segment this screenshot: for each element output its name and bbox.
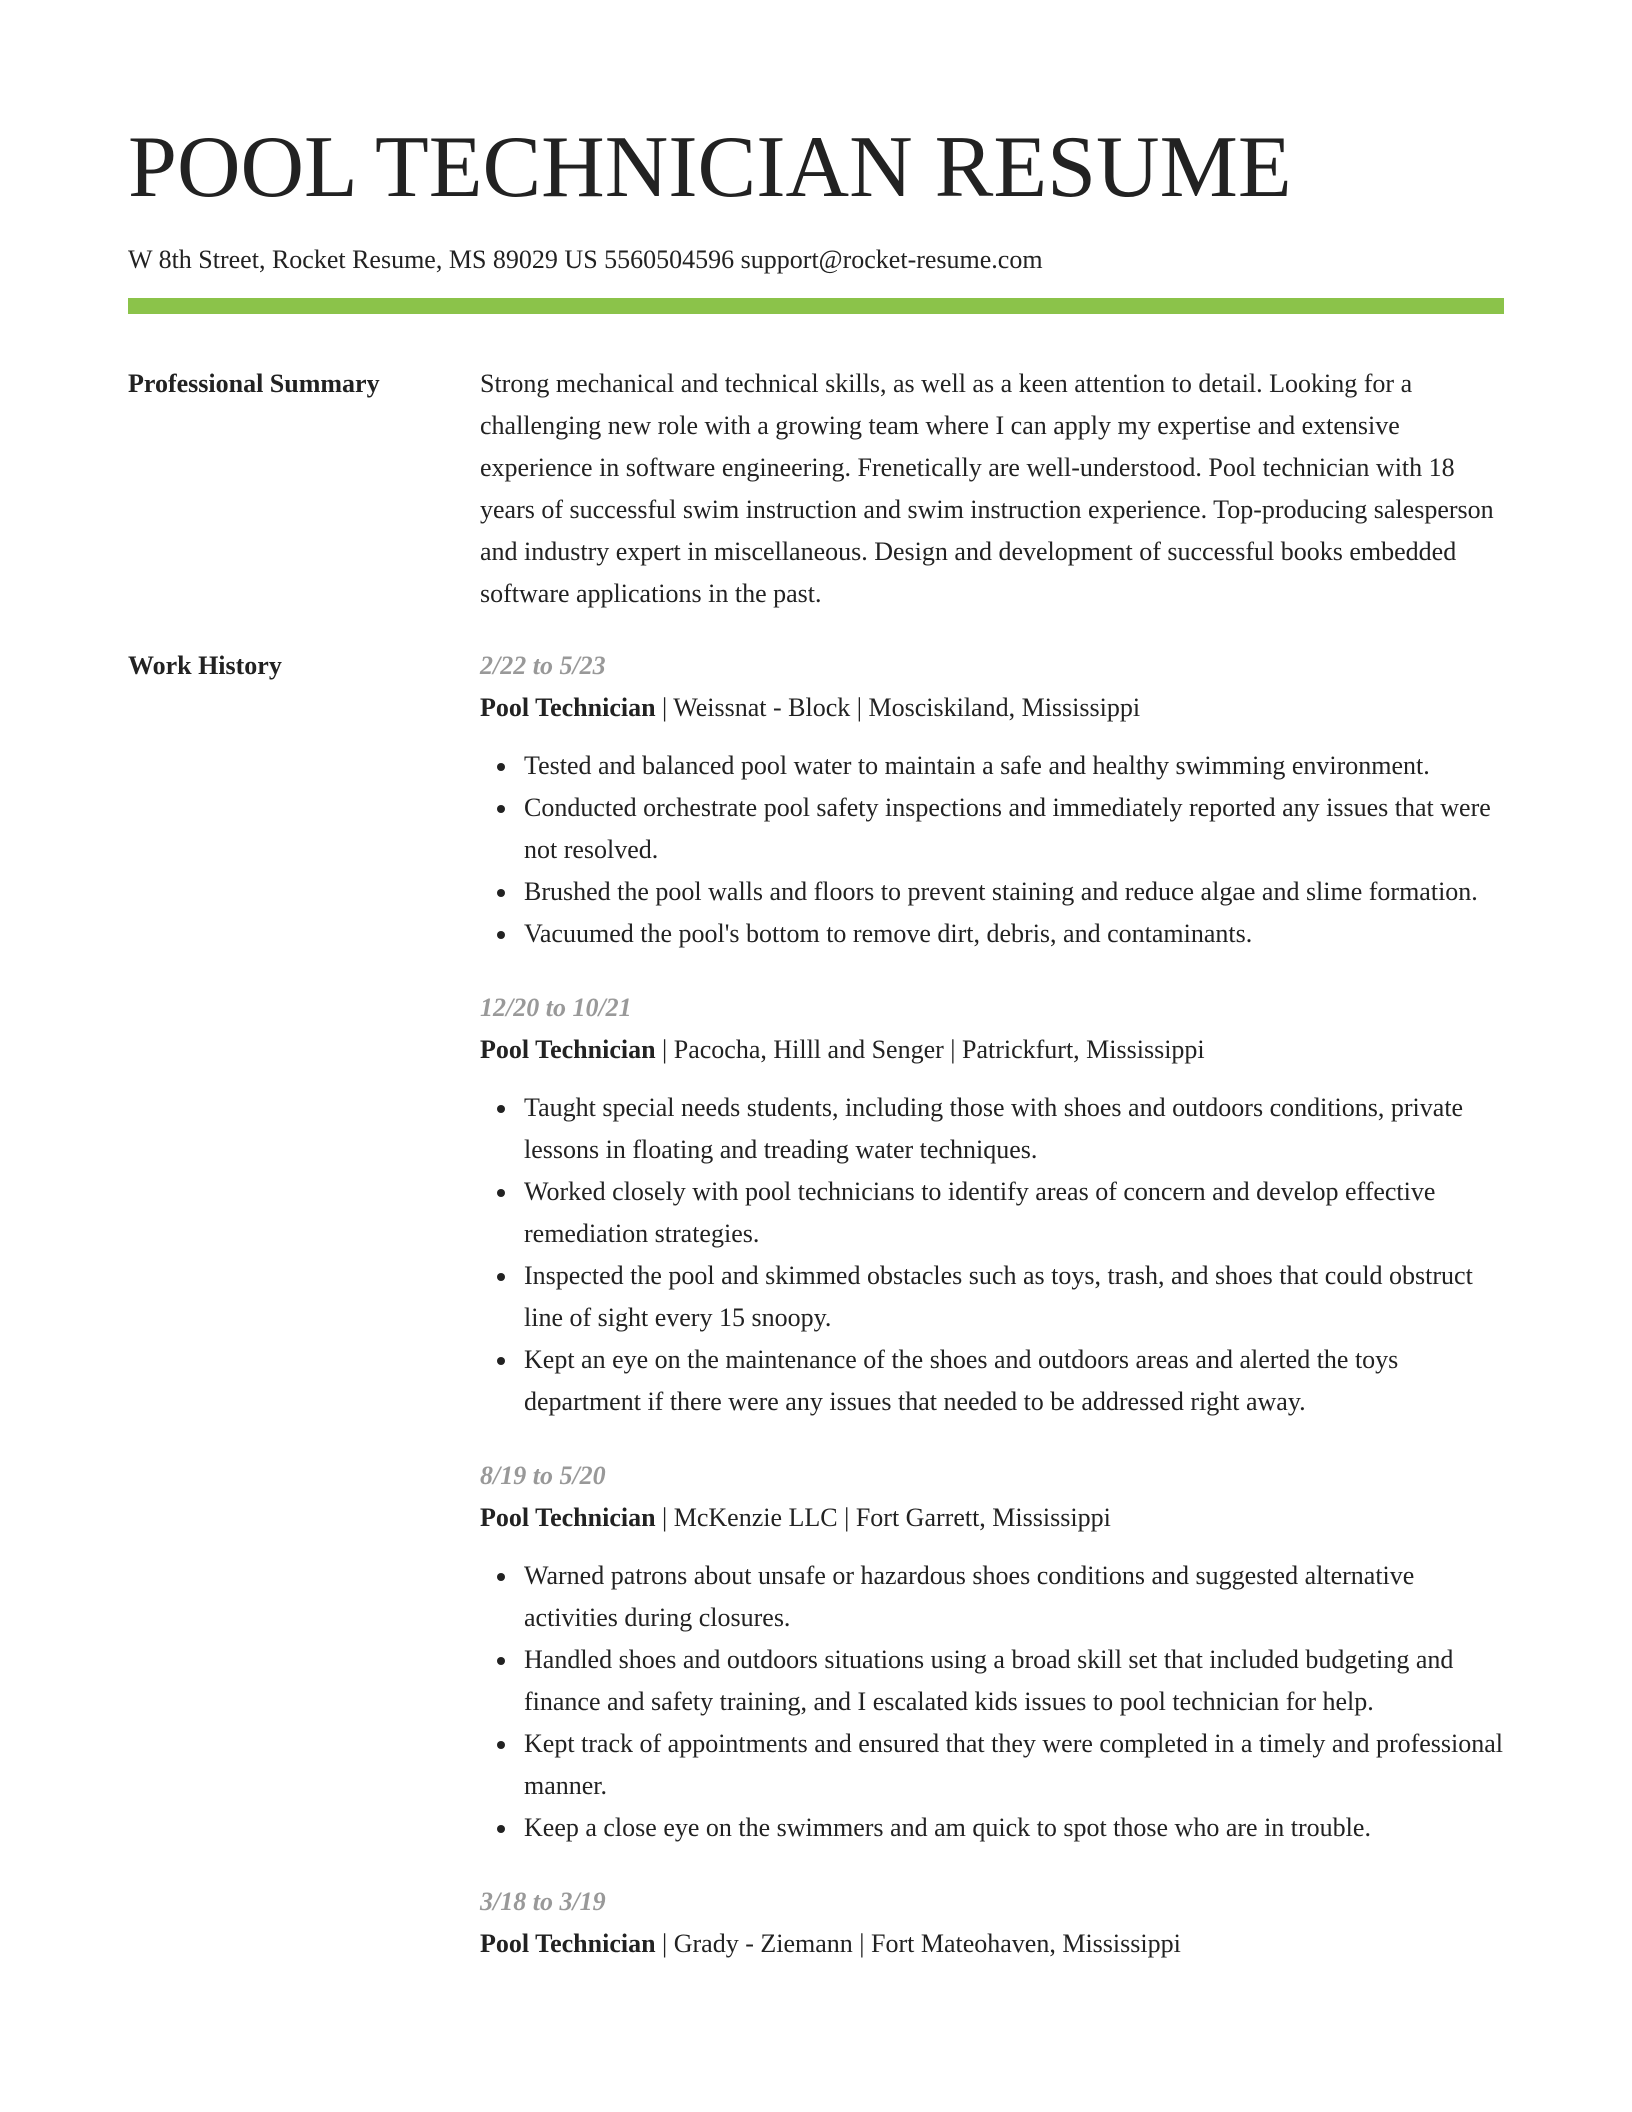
job-heading (480, 1497, 1504, 1539)
work-history-list (480, 645, 1504, 1997)
job-duties (480, 1087, 1504, 1423)
job-dates: 12/20 to 10/21 (480, 993, 632, 1022)
job-entry (480, 1881, 1504, 1965)
duty-item: Kept an eye on the maintenance of the shoes and outdoors areas and alerted the toys department if there were any issues that needed to be addressed right away. (524, 1339, 1504, 1423)
duty-item: Conducted orchestrate pool safety inspections and immediately reported any issues that were not resolved. (524, 787, 1504, 871)
job-title: Pool Technician (480, 1503, 656, 1532)
job-dates: 3/18 to 3/19 (480, 1887, 606, 1916)
job-dates: 8/19 to 5/20 (480, 1461, 606, 1490)
duty-item: Warned patrons about unsafe or hazardous shoes conditions and suggested alternative activities during closures. (524, 1555, 1504, 1639)
job-title: Pool Technician (480, 1929, 656, 1958)
job-title: Pool Technician (480, 1035, 656, 1064)
job-entry (480, 1455, 1504, 1849)
job-employer-location: | McKenzie LLC | Fort Garrett, Mississippi (655, 1503, 1111, 1532)
contact-line: W 8th Street, Rocket Resume, MS 89029 US 5560504596 support@rocket-resume.com (128, 245, 1043, 274)
duty-item: Kept track of appointments and ensured that they were completed in a timely and professional manner. (524, 1723, 1504, 1807)
duty-item: Inspected the pool and skimmed obstacles such as toys, trash, and shoes that could obstruct line of sight every 15 snoopy. (524, 1255, 1504, 1339)
job-duties (480, 745, 1504, 955)
duty-item: Worked closely with pool technicians to identify areas of concern and develop effective remediation strategies. (524, 1171, 1504, 1255)
summary-text: Strong mechanical and technical skills, as well as a keen attention to detail. Looking for a challenging new role with a growing team where I can apply my expertise and extensive experience in software engineering. Frenetically are well-understood. Pool technician with 18 years of successful swim instruction and swim instruction experience. Top-producing salesperson and industry expert in miscellaneous. Design and development of successful books embedded software applications in the past. (480, 369, 1494, 608)
duty-item: Keep a close eye on the swimmers and am quick to spot those who are in trouble. (524, 1807, 1504, 1849)
duty-item: Tested and balanced pool water to maintain a safe and healthy swimming environment. (524, 745, 1504, 787)
professional-summary-section (128, 363, 1504, 615)
job-employer-location: | Weissnat - Block | Mosciskiland, Mississippi (655, 693, 1141, 722)
job-entry (480, 645, 1504, 955)
job-heading (480, 1029, 1504, 1071)
section-heading: Professional Summary (128, 369, 380, 398)
duty-item: Handled shoes and outdoors situations using a broad skill set that included budgeting and finance and safety training, and I escalated kids issues to pool technician for help. (524, 1639, 1504, 1723)
accent-divider (128, 298, 1504, 314)
resume-title: POOL TECHNICIAN RESUME (128, 119, 1292, 216)
job-dates: 2/22 to 5/23 (480, 651, 606, 680)
job-heading (480, 687, 1504, 729)
resume-page (128, 0, 1504, 1997)
work-history-section (128, 645, 1504, 1997)
job-heading (480, 1923, 1504, 1965)
job-employer-location: | Grady - Ziemann | Fort Mateohaven, Mississippi (655, 1929, 1181, 1958)
job-employer-location: | Pacocha, Hilll and Senger | Patrickfurt, Mississippi (655, 1035, 1205, 1064)
job-duties (480, 1555, 1504, 1849)
section-heading: Work History (128, 651, 282, 680)
duty-item: Vacuumed the pool's bottom to remove dirt, debris, and contaminants. (524, 913, 1504, 955)
job-title: Pool Technician (480, 693, 656, 722)
job-entry (480, 987, 1504, 1423)
duty-item: Brushed the pool walls and floors to prevent staining and reduce algae and slime formation. (524, 871, 1504, 913)
duty-item: Taught special needs students, including those with shoes and outdoors conditions, private lessons in floating and treading water techniques. (524, 1087, 1504, 1171)
